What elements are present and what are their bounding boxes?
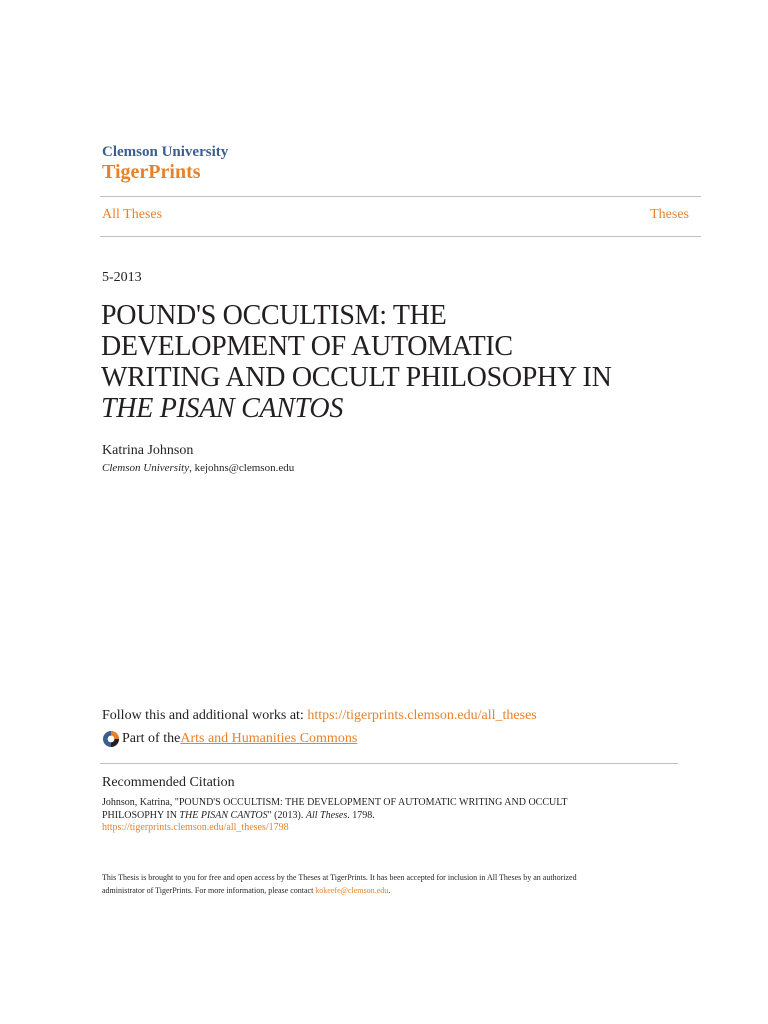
citation-prefix: PHILOSOPHY IN xyxy=(102,809,180,821)
citation-series: All Theses xyxy=(305,809,348,821)
title-line: DEVELOPMENT OF AUTOMATIC xyxy=(101,331,513,362)
affiliation-name: Clemson University xyxy=(102,462,190,474)
document-title xyxy=(101,300,721,424)
recommended-citation-heading: Recommended Citation xyxy=(102,775,235,790)
notice-line: This Thesis is brought to you for free and open access by the Theses at TigerPrints. It has been accepted for inclusion in All Theses by an authorized xyxy=(102,873,577,882)
title-line-italic: THE PISAN CANTOS xyxy=(101,393,344,424)
citation-line: Johnson, Katrina, "POUND'S OCCULTISM: THE DEVELOPMENT OF AUTOMATIC WRITING AND OCCULT xyxy=(102,797,568,808)
repository-name: TigerPrints xyxy=(102,161,201,183)
author-email: , kejohns@clemson.edu xyxy=(189,462,295,474)
header-divider-top xyxy=(100,196,701,197)
notice-prefix: administrator of TigerPrints. For more information, please contact xyxy=(102,885,316,895)
title-line: POUND'S OCCULTISM: THE xyxy=(101,300,447,331)
publication-date: 5-2013 xyxy=(102,270,142,285)
follow-line xyxy=(102,708,537,724)
theses-link[interactable]: Theses xyxy=(650,207,689,222)
citation-divider xyxy=(100,763,678,764)
citation-year: " (2013). xyxy=(267,809,306,821)
contact-email-link[interactable]: kokeefe@clemson.edu xyxy=(315,885,389,895)
part-of-label: Part of the xyxy=(122,731,181,746)
citation-url-link[interactable]: https://tigerprints.clemson.edu/all_theses/1798 xyxy=(102,822,289,833)
author-name: Katrina Johnson xyxy=(102,443,194,458)
commons-icon xyxy=(102,730,120,748)
follow-label: Follow this and additional works at: xyxy=(102,708,308,723)
title-line: WRITING AND OCCULT PHILOSOPHY IN xyxy=(101,362,612,393)
citation-text xyxy=(102,797,662,835)
citation-number: . 1798. xyxy=(347,809,375,821)
notice-suffix: . xyxy=(388,885,391,895)
notice-line xyxy=(102,885,702,898)
citation-title: THE PISAN CANTOS xyxy=(179,809,268,821)
access-notice xyxy=(102,872,702,897)
arts-humanities-commons-link[interactable]: Arts and Humanities Commons xyxy=(180,731,358,746)
part-of-line xyxy=(102,730,357,748)
all-theses-link[interactable]: All Theses xyxy=(102,207,163,222)
citation-line xyxy=(102,810,662,823)
university-name: Clemson University xyxy=(102,144,229,160)
follow-url-link[interactable]: https://tigerprints.clemson.edu/all_theses xyxy=(307,708,537,723)
author-affiliation xyxy=(102,462,294,474)
header-divider-bottom xyxy=(100,236,701,237)
